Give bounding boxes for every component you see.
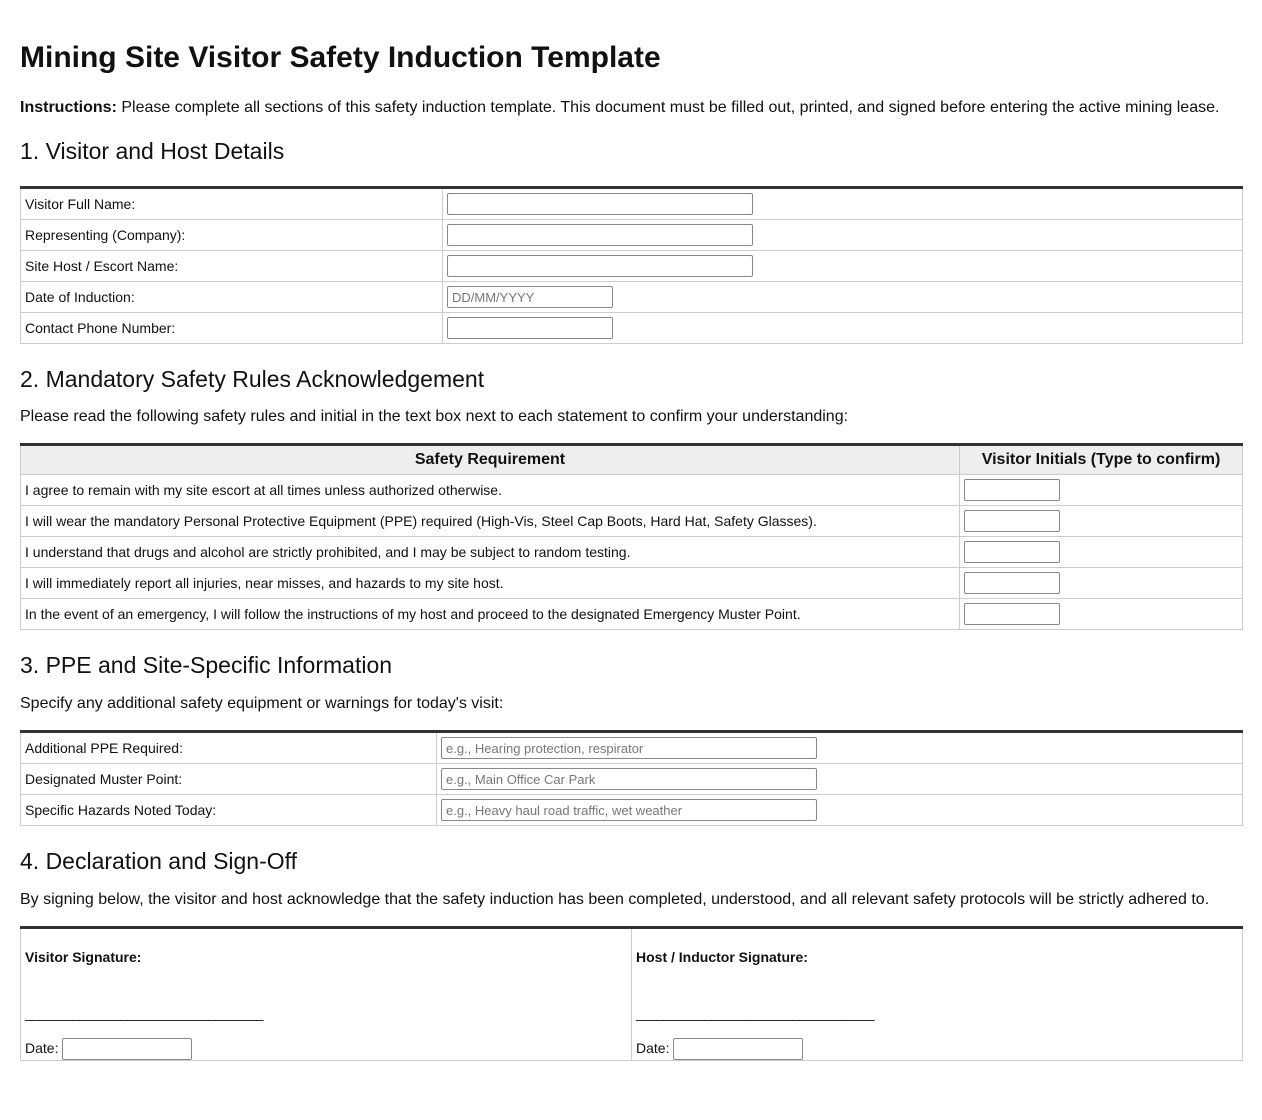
phone-label: Contact Phone Number: xyxy=(21,313,443,344)
visitor-signature-line: ___________________________________ xyxy=(25,1005,263,1021)
company-label: Representing (Company): xyxy=(21,220,443,251)
instructions-text: Please complete all sections of this safety induction template. This document must be filled out, printed, and signed before entering the active mining lease. xyxy=(116,99,1220,116)
column-header-initials: Visitor Initials (Type to confirm) xyxy=(960,445,1243,475)
table-row xyxy=(21,506,1243,537)
section2-intro: Please read the following safety rules and initial in the text box next to each statement to confirm your understanding: xyxy=(20,408,849,425)
host-signature-block xyxy=(632,928,1243,1061)
table-row xyxy=(21,568,1243,599)
table-row xyxy=(21,795,1243,826)
company-field[interactable] xyxy=(447,224,753,246)
induction-date-label: Date of Induction: xyxy=(21,282,443,313)
hazards-field[interactable] xyxy=(441,799,817,821)
page-title: Mining Site Visitor Safety Induction Template xyxy=(20,41,661,74)
section2-heading: 2. Mandatory Safety Rules Acknowledgement xyxy=(20,366,485,392)
ppe-site-info-table xyxy=(20,730,1243,826)
host-name-label: Site Host / Escort Name: xyxy=(21,251,443,282)
table-row xyxy=(21,475,1243,506)
rule-initials-field[interactable] xyxy=(964,510,1060,532)
rule-text: I understand that drugs and alcohol are strictly prohibited, and I may be subject to random testing. xyxy=(21,537,960,568)
sign-off-table xyxy=(20,926,1243,1061)
safety-rules-table xyxy=(20,443,1243,630)
visitor-date-label: Date: xyxy=(25,1040,59,1056)
phone-field[interactable] xyxy=(447,317,613,339)
host-date-label: Date: xyxy=(636,1040,670,1056)
rule-text: I agree to remain with my site escort at all times unless authorized otherwise. xyxy=(21,475,960,506)
induction-date-field[interactable] xyxy=(447,286,613,308)
table-row xyxy=(21,251,1243,282)
section1-heading: 1. Visitor and Host Details xyxy=(20,138,285,164)
rule-initials-field[interactable] xyxy=(964,479,1060,501)
table-row xyxy=(21,313,1243,344)
column-header-requirement: Safety Requirement xyxy=(21,445,960,475)
host-signature-line: ___________________________________ xyxy=(636,1005,874,1021)
visitor-name-label: Visitor Full Name: xyxy=(21,188,443,220)
visitor-name-field[interactable] xyxy=(447,193,753,215)
host-name-field[interactable] xyxy=(447,255,753,277)
table-row xyxy=(21,537,1243,568)
visitor-host-details-table xyxy=(20,186,1243,344)
section4-heading: 4. Declaration and Sign-Off xyxy=(20,848,298,874)
additional-ppe-label: Additional PPE Required: xyxy=(21,732,437,764)
section3-intro: Specify any additional safety equipment or warnings for today's visit: xyxy=(20,695,504,712)
muster-point-label: Designated Muster Point: xyxy=(21,764,437,795)
instructions-label: Instructions: xyxy=(20,99,117,116)
table-row xyxy=(21,188,1243,220)
additional-ppe-field[interactable] xyxy=(441,737,817,759)
table-row xyxy=(21,599,1243,630)
table-row xyxy=(21,220,1243,251)
rule-initials-field[interactable] xyxy=(964,541,1060,563)
section4-intro: By signing below, the visitor and host acknowledge that the safety induction has been completed, understood, and all relevant safety protocols will be strictly adhered to. xyxy=(20,891,1210,908)
table-row xyxy=(21,764,1243,795)
table-header-row xyxy=(21,445,1243,475)
table-row xyxy=(21,928,1243,1061)
rule-text: I will immediately report all injuries, near misses, and hazards to my site host. xyxy=(21,568,960,599)
visitor-date-field[interactable] xyxy=(62,1038,192,1060)
instructions xyxy=(20,98,1242,118)
table-row xyxy=(21,282,1243,313)
rule-text: In the event of an emergency, I will follow the instructions of my host and proceed to the designated Emergency Muster Point. xyxy=(21,599,960,630)
rule-initials-field[interactable] xyxy=(964,603,1060,625)
host-signature-label: Host / Inductor Signature: xyxy=(636,949,808,965)
table-row xyxy=(21,732,1243,764)
hazards-label: Specific Hazards Noted Today: xyxy=(21,795,437,826)
visitor-signature-label: Visitor Signature: xyxy=(25,949,142,965)
section3-heading: 3. PPE and Site-Specific Information xyxy=(20,652,393,678)
visitor-signature-block xyxy=(21,928,632,1061)
host-date-field[interactable] xyxy=(673,1038,803,1060)
rule-text: I will wear the mandatory Personal Protective Equipment (PPE) required (High-Vis, Steel Cap Boots, Hard Hat, Safety Glasses). xyxy=(21,506,960,537)
muster-point-field[interactable] xyxy=(441,768,817,790)
rule-initials-field[interactable] xyxy=(964,572,1060,594)
